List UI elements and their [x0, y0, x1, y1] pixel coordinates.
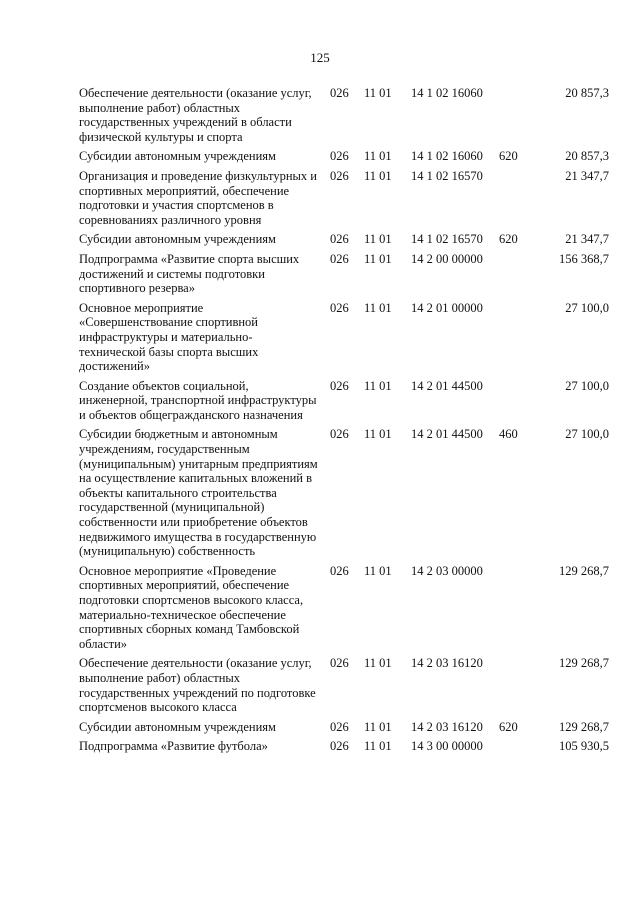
table-row	[0, 564, 640, 652]
row-amount: 20 857,3	[565, 86, 609, 100]
row-target-article: 14 2 00 00000	[411, 251, 483, 266]
row-amount: 27 100,0	[565, 427, 609, 442]
table-row	[0, 232, 640, 247]
row-amount: 156 368,7	[559, 251, 609, 266]
row-name: Субсидии автономным учреждениям	[79, 149, 276, 164]
row-name: Субсидии бюджетным и автономным учреждениям, государственным (муниципальным) унитарным предприятиям на осуществление капитальных вложений в объекты капитального строительства государственной (муниципальной) собственности или приобретение объектов недвижимого имущества в государственную (муниципальную) собственность	[79, 427, 318, 559]
row-ministry-code: 026	[330, 739, 349, 754]
row-name: Создание объектов социальной, инженерной, транспортной инфраструктуры и объектов общегражданского назначения	[79, 378, 317, 422]
row-amount: 21 347,7	[565, 168, 609, 183]
row-target-article: 14 3 00 00000	[411, 739, 483, 754]
row-amount: 129 268,7	[559, 719, 609, 734]
row-ministry-code: 026	[330, 300, 349, 315]
row-amount: 105 930,5	[559, 739, 609, 754]
row-ministry-code: 026	[330, 251, 349, 266]
row-amount: 27 100,0	[565, 378, 609, 393]
row-section-code: 11 01	[364, 563, 392, 578]
row-section-code: 11 01	[364, 719, 392, 734]
row-expense-type: 460	[499, 427, 518, 442]
row-target-article: 14 1 02 16570	[411, 168, 483, 183]
row-name: Подпрограмма «Развитие футбола»	[79, 739, 268, 754]
row-target-article: 14 1 02 16570	[411, 232, 483, 247]
row-section-code: 11 01	[364, 656, 392, 671]
row-ministry-code: 026	[330, 168, 349, 183]
row-name: Обеспечение деятельности (оказание услуг, выполнение работ) областных государственных учреждений в области физической культуры и спорта	[79, 86, 312, 144]
row-expense-type: 620	[499, 232, 518, 247]
row-name: Субсидии автономным учреждениям	[79, 232, 276, 247]
row-amount: 20 857,3	[565, 149, 609, 164]
row-name: Организация и проведение физкультурных и спортивных мероприятий, обеспечение подготовки и участия спортсменов в соревнованиях различного уровня	[79, 168, 317, 227]
page-number: 125	[310, 50, 330, 65]
row-ministry-code: 026	[330, 232, 349, 247]
row-target-article: 14 2 03 16120	[411, 719, 483, 734]
row-target-article: 14 1 02 16060	[411, 149, 483, 164]
row-section-code: 11 01	[364, 86, 392, 100]
table-row	[0, 86, 640, 144]
row-section-code: 11 01	[364, 739, 392, 754]
row-expense-type: 620	[499, 719, 518, 734]
row-amount: 129 268,7	[559, 656, 609, 671]
row-target-article: 14 2 01 00000	[411, 300, 483, 315]
table-row	[0, 169, 640, 227]
row-ministry-code: 026	[330, 378, 349, 393]
row-section-code: 11 01	[364, 378, 392, 393]
row-section-code: 11 01	[364, 232, 392, 247]
table-row	[0, 720, 640, 735]
budget-table	[0, 86, 640, 759]
row-ministry-code: 026	[330, 86, 349, 100]
row-target-article: 14 2 03 00000	[411, 563, 483, 578]
row-section-code: 11 01	[364, 300, 392, 315]
row-section-code: 11 01	[364, 168, 392, 183]
table-row	[0, 739, 640, 754]
row-expense-type: 620	[499, 149, 518, 164]
row-amount: 129 268,7	[559, 563, 609, 578]
table-row	[0, 379, 640, 423]
row-section-code: 11 01	[364, 251, 392, 266]
row-name: Основное мероприятие «Совершенствование спортивной инфраструктуры и материально-технической базы спорта высших достижений»	[79, 300, 259, 374]
row-name: Подпрограмма «Развитие спорта высших достижений и системы подготовки спортивного резерва»	[79, 251, 300, 296]
row-name: Основное мероприятие «Проведение спортивных мероприятий, обеспечение подготовки спортсменов высокого класса, материально-техническое обеспечение спортивных сборных команд Тамбовской области»	[79, 563, 304, 651]
row-ministry-code: 026	[330, 719, 349, 734]
row-ministry-code: 026	[330, 563, 349, 578]
row-ministry-code: 026	[330, 656, 349, 671]
row-amount: 21 347,7	[565, 232, 609, 247]
row-section-code: 11 01	[364, 149, 392, 164]
row-ministry-code: 026	[330, 427, 349, 442]
row-amount: 27 100,0	[565, 300, 609, 315]
row-name: Субсидии автономным учреждениям	[79, 719, 276, 734]
row-ministry-code: 026	[330, 149, 349, 164]
row-target-article: 14 2 01 44500	[411, 427, 483, 442]
row-section-code: 11 01	[364, 427, 392, 442]
row-target-article: 14 1 02 16060	[411, 86, 483, 100]
table-row	[0, 301, 640, 374]
row-target-article: 14 2 03 16120	[411, 656, 483, 671]
table-row	[0, 656, 640, 714]
row-target-article: 14 2 01 44500	[411, 378, 483, 393]
table-row	[0, 252, 640, 296]
table-row	[0, 427, 640, 558]
table-row	[0, 149, 640, 164]
row-name: Обеспечение деятельности (оказание услуг, выполнение работ) областных государственных учреждений по подготовке спортсменов высокого класса	[79, 656, 316, 715]
